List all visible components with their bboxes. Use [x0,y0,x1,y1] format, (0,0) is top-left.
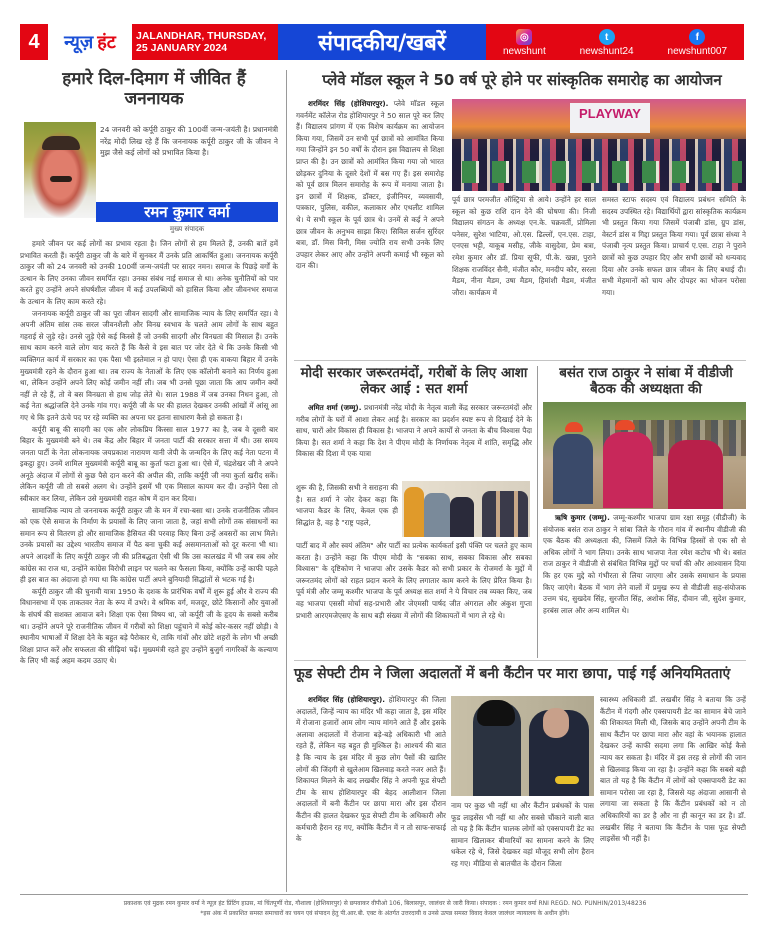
school-col1 [296,98,444,356]
photo-food-item [555,776,579,784]
bjp-headline: मोदी सरकार जरूरतमंदों, गरीबों के लिए आशा लेकर आई : सत शर्मा [300,365,528,397]
school-col3: समस्त स्टाफ सदस्य एवं विद्यालय प्रबंधन समिति के सदस्य उपस्थित रहे। विद्यार्थियों द्वारा सांस्कृतिक कार्यक्रम भी प्रस्तुत किया गया जिसमें पंजाबी डांस, ग्रुप डांस, वेस्टर्न डांस व गिद्दा प्रस्तुत किया गया। पूर्व छात्रा संध्या ने पंजाबी नृत्य प्रस्तुत किया। प्राचार्य ए.एस. टाहा ने पुराने छात्रों को कुछ उपहार दिए और सभी छात्रों को धन्यवाद दिया और उनके सफल छात्र जीवन के लिए बधाई दी। सभी मेहमानों को चाय और दोपहर का भोजन परोसा गया। [602,195,746,297]
photo-person [404,487,424,537]
vdg-meeting-photo [543,402,746,509]
bjp-body-bottom: पार्टी बाद में और स्वयं अंतिम" और पार्टी का प्रत्येक कार्यकर्ता इसी पंक्ति पर चलते हुए काम करता है। उन्होंने कहा कि पीएम मोदी के "सबका साथ, सबका विकास और सबका विश्वास" के दृष्टिकोण ने भाजपा और उसके कैडर को सभी प्रकार के रोजमर्रा के मुद्दों में जरूरतमंद लोगों को राहत प्रदान करने के लिए लगातार काम करने के लिए प्रेरित किया है। पूर्व मंत्री और जम्मू कश्मीर भाजपा के पूर्व अध्यक्ष सत शर्मा ने ये विचार तब व्यक्त किए, जब वह भाजपा एससी मोर्चा सह-प्रभारी और जेएमसी पार्षद जीत अंगराल और अंकुश गुप्ता प्रभारी आरएमजेएसए के साथ बड़ी संख्या में लोगों की शिकायतों में भाग ले रहे थे। [296,541,532,620]
page-number: 4 [20,24,48,60]
bjp-body-wrap: शुरू की है, जिसकी सभी ने सराहना की है। सत शर्मा ने जोर देकर कहा कि भाजपा कैडर के लिए, केवल एक ही सिद्धांत है, वह है "राष्ट्र पहले, [296,483,398,527]
instagram-icon: ◎ [516,29,532,45]
photo-face [543,708,569,738]
food-byline: शरमिंदर सिंह (होशियारपुर). [308,695,385,704]
section-title: संपादकीय/खबरें [278,24,486,60]
editorial-paragraph: कर्पूरी बाबू की सादगी का एक और लोकप्रिय किस्सा साल 1977 का है, जब वे दूसरी बार बिहार के मुख्यमंत्री बने थे। तब केंद्र और बिहार में जनता पार्टी की सरकार सत्ता में थी। उस समय जनता पार्टी के नेता लोकनायक जयप्रकाश नारायण यानी जेपी के जन्मदिन के लिए कई नेता पटना में इकट्ठा हुए। उनमें शामिल मुख्यमंत्री कर्पूरी बाबू का कुर्ता फटा हुआ था। ऐसे में, चंद्रशेखर जी ने अपने अनूठे अंदाज में लोगों से कुछ पैसे दान करने की अपील की, ताकि कर्पूरी जी नया कुर्ता खरीद सकें। लेकिन कर्पूरी जी तो सबसे अलग थे। उन्होंने इसमें भी एक मिसाल कायम कर दी। उन्होंने पैसा तो स्वीकार कर लिया, लेकिन उसे मुख्यमंत्री राहत कोष में दान कर दिया। [20,424,278,504]
vdg-byline: ऋषि कुमार (जम्मू). [555,513,610,522]
food-col3: स्वास्थ्य अधिकारी डॉ. लखबीर सिंह ने बताया कि उन्हें कैंटीन में गंदगी और एक्सपायरी डेट का सामान बेचे जाने की शिकायत मिली थी, जिसके बाद उन्होंने अपनी टीम के साथ कैंटीन पर छापा मारा और वहां के भयानक हालात देखकर उन्हें काफी सदमा लगा कि आखिर कोई कैसे न्याय कर सकता है। मंदिर में इस तरह से लोगों की जान से खिलवाड़ किया जा रहा है। उन्होंने कहा कि सबसे बड़ी बात तो यह है कि कैंटीन में लोगों को एक्सपायरी डेट का सामान परोसा जा रहा है, जिससे यह अंदाजा आसानी से लगाया जा सकता है कि कैंटीन प्रबंधकों को न तो अधिकारियों का डर है और ना ही कानून का डर है। डॉ. लखबीर सिंह ने बताया कि कैंटीन के पास फूड सेफ्टी लाइसेंस भी नहीं है। [600,695,746,844]
school-byline: शरमिंदर सिंह (होशियारपुर). [308,99,389,108]
bjp-body-top: अमित शर्मा (जम्मू). प्रधानमंत्री नरेंद्र मोदी के नेतृत्व वाली केंद्र सरकार जरूरतमंदों और गरीब लोगों के घरों में आशा लेकर आई है। सरकार का प्रदर्शन स्पष्ट रूप से दिखाई देने के साथ, चारों ओर विकास ही विकास है। भाजपा ने अपने कार्यों से जनता के बीच विश्वास पैदा किया है। सत शर्मा ने कहा कि देश ने पीएम मोदी के निर्णायक नेतृत्व में शांति, समृद्धि और विकास की दिशा में एक यात्रा [296,403,532,459]
section-divider [294,660,746,661]
logo-part-1: न्यूज़ [64,32,94,53]
photo-person [668,440,723,509]
photo-turban [565,422,583,432]
author-mustache [50,176,72,182]
author-hair [42,136,80,150]
school-col2: पूर्व छात्र परमजीत ऑस्ट्रिया से आये। उन्होंने हर साल स्कूल को कुछ राशि दान देने की घोषणा की। निजी विद्यालय संगठन के अध्यक्ष एन.के. चक्रवर्ती, प्रोमिला पनेसर, सुरेश भाटिया, ओ.एस. ढिल्लों, एन.एस. टाहा, एनएस भट्टी, याकूब मसीह, जीके वासुदेवा, प्रेम बत्रा, रमेश कुमार और डॉ. प्रिया सूफी, पी.के. खन्ना, पुराने शिक्षक राजविंदर सैनी, मंजीत कौर, मनदीप कौर, सरला मैडम, नीना मैडम, उषा मैडम, हिमांशी मैडम, मंजीत जौरा। कार्यक्रम में [452,195,596,297]
disclaimer-line: *इस अंक में प्रकाशित समस्त समाचारों का चयन एवं संपादन हेतु पी.आर.बी. एक्ट के अंतर्गत उत्तरदायी व उनसे उत्पन्न समस्त विवाद केवल जालंधर न्यायालय के अधीन होंगे। [200,910,570,917]
masthead [20,24,744,60]
photo-turban [615,420,635,430]
author-photo [24,122,96,218]
food-col2: नाम पर कुछ भी नहीं था और कैंटीन प्रबंधकों के पास फूड लाइसेंस भी नहीं था और सबसे चौंकाने वाली बात तो यह है कि कैंटीन चालक लोगों को एक्सपायरी डेट का सामान खिलाकर बीमारियों का सामना करने के लिए धकेल रहे थे, जिसे देखकर वहां मौजूद सभी लोग हैरान रह गए। मीडिया से बातचीत के दौरान जिला [451,801,594,868]
author-name: रमन कुमार वर्मा [96,202,278,222]
editorial-paragraph: सामाजिक न्याय तो जननायक कर्पूरी ठाकुर जी के मन में रचा-बसा था। उनके राजनीतिक जीवन को एक ऐसे समाज के निर्माण के प्रयासों के लिए जाना जाता है, जहां सभी लोगों तक संसाधनों का समान रूप से वितरण हो और सामाजिक हैसियत की परवाह किए बिना उन्हें अवसरों का लाभ मिले। उनके प्रयासों का उद्देश्य भारतीय समाज में पैठ बना चुकी कई असमानताओं को दूर करना भी था। अपने आदर्शों के लिए कर्पूरी ठाकुर जी की प्रतिबद्धता ऐसी थी कि उस कालखंड में भी जब सब ओर कांग्रेस का राज था, उन्होंने कांग्रेस विरोधी लाइन पर चलने का फैसला किया, क्योंकि उन्हें काफी पहले ही इस बात का अंदाजा हो गया था कि कांग्रेस पार्टी अपने बुनियादी सिद्धांतों से भटक गई है। [20,505,278,585]
editorial-paragraph: कर्पूरी ठाकुर जी की चुनावी यात्रा 1950 के दशक के प्रारंभिक वर्षों में शुरू हुई और वे राज्य की विधानसभा में एक ताकतवर नेता के रूप में उभरे। वे श्रमिक वर्ग, मजदूर, छोटे किसानों और युवाओं के संघर्ष की सशक्त आवाज बने। शिक्षा एक ऐसा विषय था, जो कर्पूरी जी के हृदय के सबसे करीब था। उन्होंने अपने पूरे राजनीतिक जीवन में गरीबों को शिक्षा पहुंचाने में कोई कोर-कसर नहीं छोड़ी। वे स्थानीय भाषाओं में शिक्षा देने के बहुत बड़े पैरोकार थे, ताकि गांवों और छोटे शहरों के लोग भी अच्छी शिक्षा प्राप्त करें और सफलता की सीढ़ियां चढ़ें। मुख्यमंत्री रहते हुए उन्होंने बुजुर्ग नागरिकों के कल्याण के लिए भी कई अहम कदम उठाए थे। [20,586,278,666]
school-col1-text: प्लेवे मॉडल स्कूल गवर्नमेंट कॉलेज रोड होशियारपुर ने 50 साल पूरे कर लिए हैं। विद्यालय प्रांगण में एक विशेष कार्यक्रम का आयोजन किया गया, जिसमें उन सभी पूर्व छात्रों को आमंत्रित किया गया जिन्होंने इन 50 वर्षों के दौरान इस विद्यालय से शिक्षा प्राप्त की है। उन छात्रों को आमंत्रित किया गया जो भारत छोड़कर दुनिया के दूसरे देशों में बस गए हैं। इस समारोह को पूर्व छात्र मिलन समारोह के रूप में मनाया जाता है। इन छात्रों में शिक्षक, डॉक्टर, इंजीनियर, व्यवसायी, पत्रकार, पुलिस, वकील, कलाकार और एथलीट शामिल थे। ये सभी स्कूल के पूर्व छात्र थे। उनमें से कई ने अपने छात्र जीवन के अनुभव साझा किए। सिविल सर्जन सुरिंदर बत्रा, डॉ. मिस विनी, मिस ज्योति राय सभी उनके लिए उपहार लेकर आए और उन्होंने अपनी कमाई भी स्कूल को दान की। [296,99,444,271]
column-divider [537,366,538,658]
photo-turban [477,700,515,726]
bjp-byline: अमित शर्मा (जम्मू). [308,403,362,412]
photo-person [424,493,450,537]
canteen-raid-photo [451,696,594,796]
facebook-handle: newshunt007 [667,46,728,57]
photo-certificates [462,161,742,183]
social-instagram[interactable] [503,29,546,57]
logo-part-2: हंट [97,32,116,53]
newspaper-logo [48,24,132,60]
playway-banner: PLAYWAY [570,103,650,133]
facebook-icon: f [689,29,705,45]
editorial-paragraph: जननायक कर्पूरी ठाकुर जी का पूरा जीवन सादगी और सामाजिक न्याय के लिए समर्पित रहा। वे अपनी अंतिम सांस तक सरल जीवनशैली और विनम्र स्वभाव के चलते आम लोगों के साथ बहुत गहराई से जुड़े रहे। उनसे जुड़े ऐसे कई किस्से हैं जो उनकी सादगी और विनम्रता की मिसाल हैं। उनके साथ काम करने वाले लोग याद करते हैं कि कैसे वे इस बात पर जोर देते थे कि उनके किसी भी व्यक्तिगत कार्य में सरकार का एक पैसा भी इस्तेमाल न हो पाए। ऐसा ही एक वाकया बिहार में उनके मुख्यमंत्री रहने के दौरान हुआ था। तब राज्य के नेताओं के लिए एक कॉलोनी बनाने का निर्णय हुआ था, लेकिन उन्होंने अपने लिए कोई जमीन नहीं ली। जब भी उनसे पूछा जाता कि आप जमीन क्यों नहीं ले रहे हैं, तो वे बस विनम्रता से हाथ जोड़ लेते थे। साल 1988 में जब उनका निधन हुआ, तो कई नेता श्रद्धांजलि देने उनके गांव गए। कर्पूरी जी के घर की हालत देखकर उनकी आंखों में आंसू आ गए थे कि इतने ऊंचे पद पर रहे व्यक्ति का अपना घर इतना साधारण कैसे हो सकता है। [20,308,278,422]
editorial-body [20,238,278,892]
column-divider [286,70,287,892]
dateline [132,24,278,60]
editorial-intro: 24 जनवरी को कर्पूरी ठाकुर की 100वीं जन्म-जयंती है। प्रधानमंत्री नरेंद्र मोदी लिख रहे हैं कि जननायक कर्पूरी ठाकुर जी के जीवन ने मुझ जैसे कई लोगों को प्रभावित किया है। [100,125,278,158]
editorial-headline: हमारे दिल-दिमाग में जीवित हैं जननायक [62,69,246,109]
section-divider [294,360,746,361]
photo-person [603,432,653,508]
imprint-line: प्रकाशक एवं मुद्रक रमन कुमार वर्मा ने न्यूज़ हंट प्रिंटिंग हाउस, मां चिंतपूर्णी रोड, गौशाला (होशियारपुर) से छपवाकर वीपीओ 106, बिलासपुर, जालंधर से जारी किया। संपादक : रमन कुमार वर्मा RNI REGD. NO. PUNHIN/2013/48236 [123,900,647,907]
photo-person [553,434,593,504]
food-col1: शरमिंदर सिंह (होशियारपुर). होशियारपुर की जिला अदालतें, जिन्हें न्याय का मंदिर भी कहा जाता है, इस मंदिर में रोजाना हजारों आम लोग न्याय मांगने आते हैं और इसके अलावा अदालतों में रोजाना बड़े-बड़े अधिकारी भी आते रहते हैं, लेकिन यह बहुत ही मुश्किल है। आश्चर्य की बात है कि न्याय के इस मंदिर में कुछ लोग पैसों की खातिर लोगों की जिंदगी से खुलेआम खिलवाड़ करते नजर आते हैं। शिकायत मिलने के बाद लखबीर सिंह ने अपनी फूड सेफ्टी टीम के साथ होशियारपुर की बेहद आलीशान जिला अदालतों में बनी कैंटीन पर छापा मारा और इस दौरान कैंटीन की हालत देखकर फूड सेफ्टी टीम के अधिकारी और कर्मचारी हैरान रह गए, क्योंकि कैंटीन में न तो साफ-सफाई के [296,695,446,844]
school-headline: प्लेवे मॉडल स्कूल ने 50 वर्ष पूरे होने पर सांस्कृतिक समारोह का आयोजन [322,71,722,89]
photo-person [450,497,474,537]
imprint-footer [40,899,730,919]
vdg-headline: बसंत राज ठाकुर ने सांबा में वीडीजी बैठक की अध्यक्षता की [559,365,733,397]
dateline-date: 25 JANUARY 2024 [136,42,228,54]
instagram-handle: newshunt [502,46,546,57]
social-handles [486,24,744,60]
editorial-paragraph: हमारे जीवन पर कई लोगों का प्रभाव रहता है। जिन लोगों से हम मिलते हैं, उनकी बातें हमें प्रभावित करती हैं। कर्पूरी ठाकुर जी के बारे में सुनकर मैं उनके प्रति आकर्षित हुआ। जननायक कर्पूरी ठाकुर जी को 24 जनवरी को उनकी 100वीं जन्म-जयंती पर सादर नमन। समाज के पिछड़े वर्गों के उत्थान के लिए उनका जीवन समर्पित रहा। उनका संबंध नाई समाज से था। अनेक चुनौतियों को पार करते हुए उन्होंने अपने संघर्षशील जीवन में कई उपलब्धियों को हासिल किया और जीवनभर समाज के उत्थान के लिए काम करते रहे। [20,239,278,306]
author-role: मुख्य संपादक [169,225,205,233]
twitter-handle: newshunt24 [579,46,634,57]
school-event-photo [452,99,746,191]
footer-divider [20,894,748,895]
dateline-city-day: JALANDHAR, THURSDAY, [136,30,267,42]
social-twitter[interactable] [580,29,634,57]
vdg-body: ऋषि कुमार (जम्मू). जम्मू-कश्मीर भाजपा ग्राम रक्षा समूह (वीडीजी) के संयोजक बसंत राज ठाकुर ने सांबा जिले के गौरान गांव में स्थानीय वीडीजी की एक बैठक की अध्यक्षता की, जिसमें जिले के विभिन्न हिस्सों से एक सौ से अधिक लोगों ने भाग लिया। उनके साथ भाजपा नेता रमेश कटोच भी थे। बसंत राज ठाकुर ने वीडीजी से संबंधित विभिन्न मुद्दों पर चर्चा की और आश्वासन दिया कि हर एक मुद्दे को गंभीरता से लिया जाएगा और उसके समाधान के प्रयास किए जाएंगे। बैठक में भाग लेने वालों में प्रमुख रूप से वीडीजी सह-संयोजक उत्तम चंद, सुखदेव सिंह, सुरजीत सिंह, अशोक सिंह, दीवान जी, सुदेश कुमार, हरबंस लाल और अन्य शामिल थे। [543,513,746,615]
food-headline: फूड सेफ्टी टीम ने जिला अदालतों में बनी कैंटीन पर मारा छापा, पाई गईं अनियमितताएं [294,666,731,682]
social-facebook[interactable] [668,29,728,57]
twitter-icon: t [599,29,615,45]
bjp-meeting-photo [402,481,530,537]
photo-people [482,491,528,537]
